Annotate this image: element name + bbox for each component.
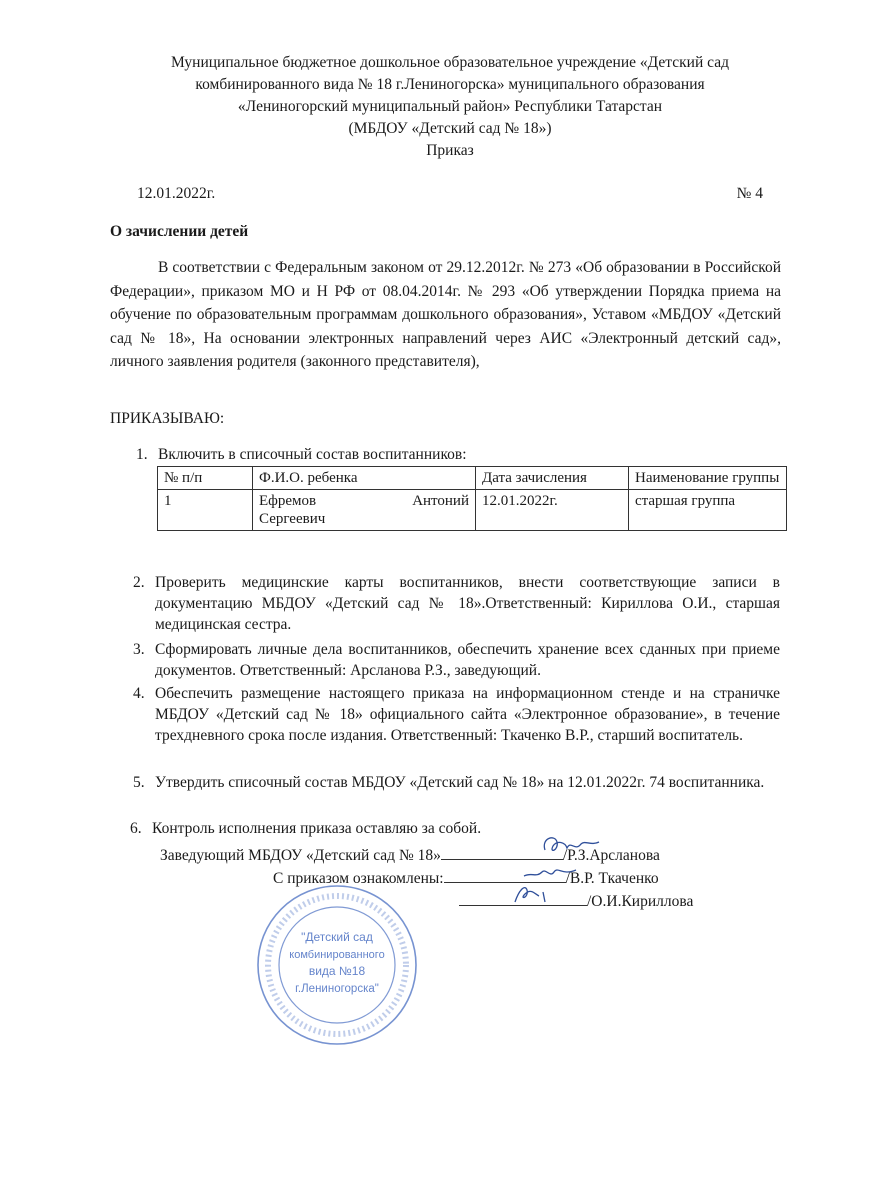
col-header-group: Наименование группы [629, 467, 787, 490]
item-text: Проверить медицинские карты воспитанников, внести соответствующие записи в документацию МБДОУ «Детский сад № 18».Ответственный: Кириллова О.И., старшая медицинская сестра. [155, 574, 780, 633]
stamp-text-2: комбинированного [289, 949, 385, 961]
order-number: № 4 [736, 185, 763, 202]
cell-name [253, 490, 476, 531]
col-header-date: Дата зачисления [476, 467, 629, 490]
item-number: 3. [133, 641, 145, 658]
cell-number: 1 [158, 490, 253, 531]
preamble-paragraph: В соответствии с Федеральным законом от 29.12.2012г. № 273 «Об образовании в Российской Федерации», приказом МО и Н РФ от 08.04.2014г. № 293 «Об утверждении Порядка приема на обучение по образовательным программам дошкольного образования», Уставом «МБДОУ «Детский сад № 18», На основании электронных направлений через АИС «Электронный детский сад», личного заявления родителя (законного представителя), [110, 259, 781, 370]
cell-date: 12.01.2022г. [476, 490, 629, 531]
item-text: Обеспечить размещение настоящего приказа на информационном стенде и на страничке МБДОУ «Детский сад № 18» официального сайта «Электронное образование», в течение трехдневного срока после издания. Ответственный: Ткаченко В.Р., старший воспитатель. [155, 685, 780, 744]
head-name: /Р.З.Арсланова [562, 847, 660, 864]
order-subject: О зачислении детей [110, 223, 249, 240]
item-number: 5. [133, 774, 145, 791]
header-line-3: «Лениногорский муниципальный район» Республики Татарстан [237, 98, 663, 115]
order-item-4 [133, 683, 780, 746]
col-header-name: Ф.И.О. ребенка [253, 467, 476, 490]
child-patronymic: Сергеевич [259, 511, 326, 527]
acquainted-label: С приказом ознакомлены: [273, 870, 444, 887]
order-word: ПРИКАЗЫВАЮ: [110, 410, 225, 427]
acquainted-line-2 [459, 891, 693, 911]
header-line-4: (МБДОУ «Детский сад № 18») [348, 120, 552, 137]
order-item-3 [133, 639, 780, 681]
col-header-number: № п/п [158, 467, 253, 490]
item-text: Сформировать личные дела воспитанников, обеспечить хранение всех сданных при приеме документов. Ответственный: Арсланова Р.З., заведующий. [155, 641, 780, 679]
item-number: 4. [133, 685, 145, 702]
stamp-text-4: г.Лениногорска" [295, 983, 379, 995]
acquainted-name-1: /В.Р. Ткаченко [565, 870, 659, 887]
order-date: 12.01.2022г. [137, 185, 216, 202]
acquainted-name-2: /О.И.Кириллова [587, 893, 694, 910]
item-number: 6. [130, 820, 142, 837]
item-number: 1. [136, 446, 148, 463]
table-row [158, 490, 787, 531]
order-item-6 [130, 818, 772, 839]
stamp-text-3: вида №18 [308, 964, 366, 978]
header-line-2: комбинированного вида № 18 г.Лениногорска» муниципального образования [195, 76, 705, 93]
header-line-1: Муниципальное бюджетное дошкольное образовательное учреждение «Детский сад [171, 54, 729, 71]
order-item-5 [133, 772, 780, 793]
head-handwritten-signature [535, 830, 605, 862]
organization-stamp [255, 883, 420, 1048]
cell-group: старшая группа [629, 490, 787, 531]
order-item-1 [136, 444, 758, 465]
stamp-text-1: "Детский сад [301, 930, 373, 944]
item-text: Утвердить списочный состав МБДОУ «Детский сад № 18» на 12.01.2022г. 74 воспитанника. [155, 774, 765, 791]
children-table [157, 466, 787, 531]
item-number: 2. [133, 574, 145, 591]
table-header-row [158, 467, 787, 490]
child-surname: Ефремов [259, 493, 317, 509]
order-item-2 [133, 572, 780, 635]
head-label: Заведующий МБДОУ «Детский сад № 18» [160, 847, 441, 864]
acquainted-handwritten-signature-2 [505, 880, 565, 908]
item-text: Контроль исполнения приказа оставляю за собой. [152, 820, 482, 837]
child-given-name: Антоний [412, 493, 469, 509]
item-text: Включить в списочный состав воспитанников: [158, 446, 467, 463]
organization-header [110, 52, 790, 162]
document-type: Приказ [426, 142, 474, 159]
